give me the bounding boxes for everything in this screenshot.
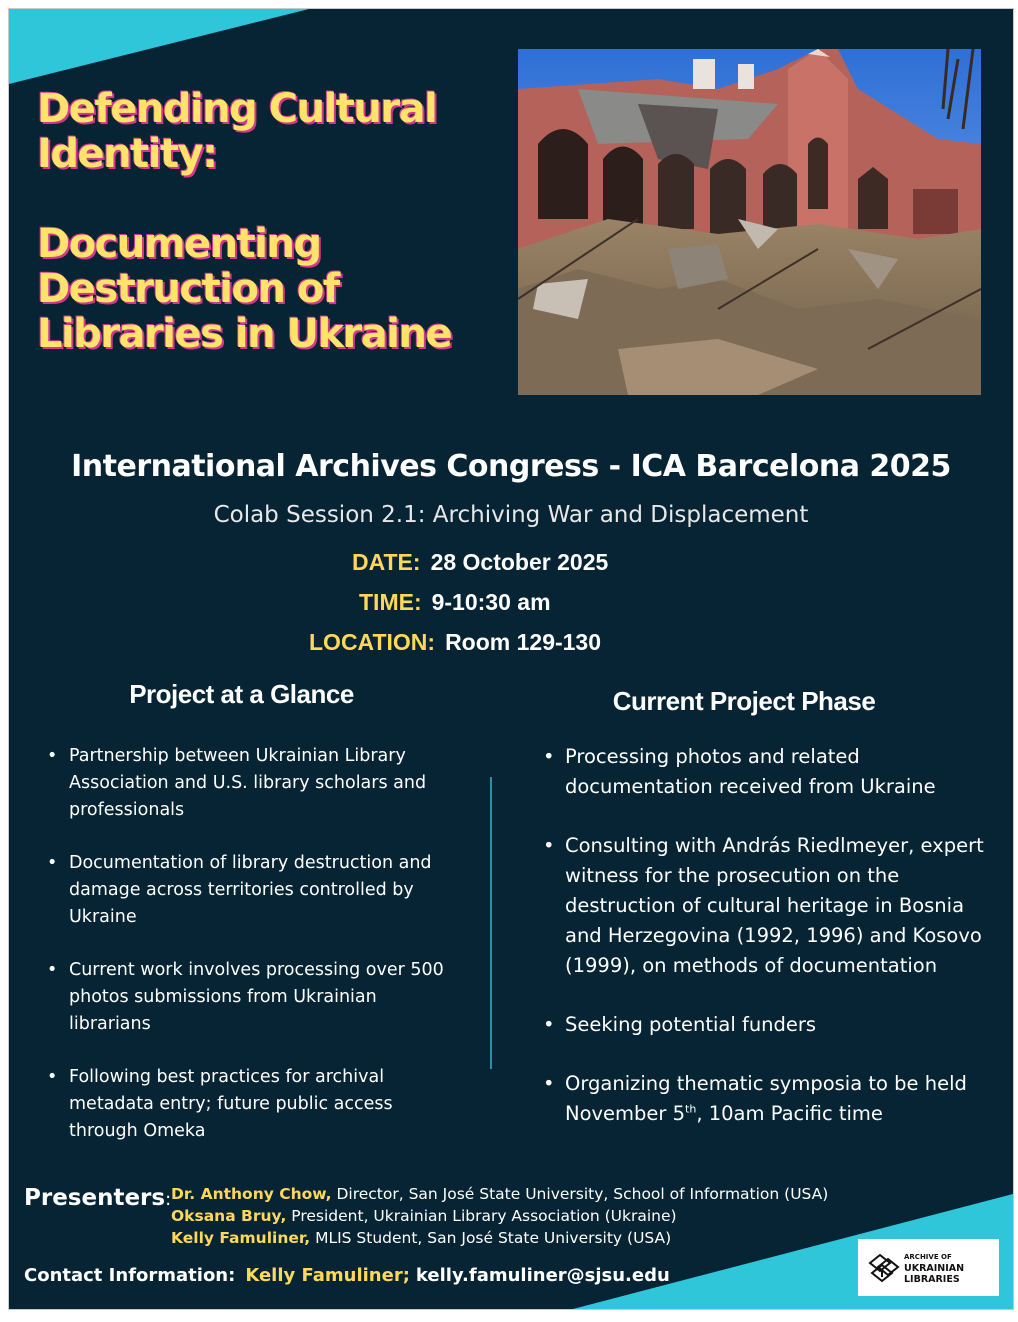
- right-column-title: Current Project Phase: [612, 686, 876, 716]
- presenter-role: President, Ukrainian Library Association (Ukraine): [286, 1207, 677, 1225]
- contact-name: Kelly Famuliner;: [245, 1265, 410, 1286]
- time-row: [359, 589, 551, 616]
- presenter-name: Kelly Famuliner,: [171, 1229, 311, 1247]
- list-item: • Consulting with András Riedlmeyer, expert witness for the prosecution on the destruction of cultural heritage in Bosnia and Herzegovina (1992, 1996) and Kosovo (1999), on methods of documentation: [565, 831, 995, 981]
- destroyed-library-building-photo: [518, 49, 981, 395]
- poster: [8, 8, 1014, 1310]
- presenter-role: MLIS Student, San José State University (USA): [310, 1229, 672, 1247]
- top-left-accent-triangle: [9, 9, 309, 84]
- column-divider: [490, 777, 492, 1069]
- poster-title: [37, 87, 507, 357]
- presenter-row: [171, 1183, 828, 1205]
- list-item: • Current work involves processing over 500 photos submissions from Ukrainian librarians: [69, 957, 459, 1038]
- date-row: [352, 549, 608, 576]
- congress-heading: International Archives Congress - ICA Barcelona 2025: [71, 449, 951, 484]
- presenter-role: Director, San José State University, School of Information (USA): [331, 1185, 829, 1203]
- location-label: LOCATION:: [309, 629, 436, 655]
- list-item: • Partnership between Ukrainian Library Association and U.S. library scholars and professionals: [69, 743, 459, 824]
- list-item-text: Organizing thematic symposia to be held November 5: [565, 1072, 967, 1125]
- time-label: TIME:: [359, 589, 422, 615]
- time-value: 9-10:30 am: [431, 589, 551, 615]
- ordinal-suffix: th: [685, 1102, 697, 1116]
- list-item: • Documentation of library destruction and damage across territories controlled by Ukraine: [69, 850, 459, 931]
- presenter-row: [171, 1227, 828, 1249]
- list-item: [565, 1069, 995, 1129]
- list-item: • Following best practices for archival metadata entry; future public access through Omeka: [69, 1064, 459, 1145]
- session-subheading: Colab Session 2.1: Archiving War and Displacement: [213, 502, 809, 528]
- contact-information: [24, 1265, 670, 1286]
- date-value: 28 October 2025: [430, 549, 609, 575]
- current-project-phase-list: [565, 742, 995, 1158]
- contact-email-link[interactable]: kelly.famuliner@sjsu.edu: [415, 1265, 670, 1286]
- archive-of-ukrainian-libraries-logo: [858, 1239, 999, 1296]
- contact-label: Contact Information:: [24, 1265, 236, 1286]
- presenter-row: [171, 1205, 828, 1227]
- date-label: DATE:: [352, 549, 421, 575]
- title-line-2: Documenting Destruction of Libraries in Ukraine: [37, 221, 452, 357]
- left-column-title: Project at a Glance: [129, 679, 354, 709]
- presenters-list: [171, 1183, 828, 1249]
- presenter-name: Dr. Anthony Chow,: [171, 1185, 332, 1203]
- logo-text: ARCHIVE OF UKRAINIAN LIBRARIES: [904, 1253, 965, 1285]
- project-at-a-glance-list: [69, 743, 459, 1171]
- list-item: • Seeking potential funders: [565, 1010, 995, 1040]
- presenter-name: Oksana Bruy,: [171, 1207, 287, 1225]
- presenters-label: Presenters:: [24, 1185, 172, 1211]
- list-item: • Processing photos and related documentation received from Ukraine: [565, 742, 995, 802]
- archive-of-ukrainian-libraries-logo-icon: [868, 1253, 900, 1283]
- location-value: Room 129-130: [445, 629, 602, 655]
- title-line-1: Defending Cultural Identity:: [37, 86, 437, 177]
- list-item-tail: , 10am Pacific time: [696, 1102, 883, 1125]
- location-row: [309, 629, 601, 656]
